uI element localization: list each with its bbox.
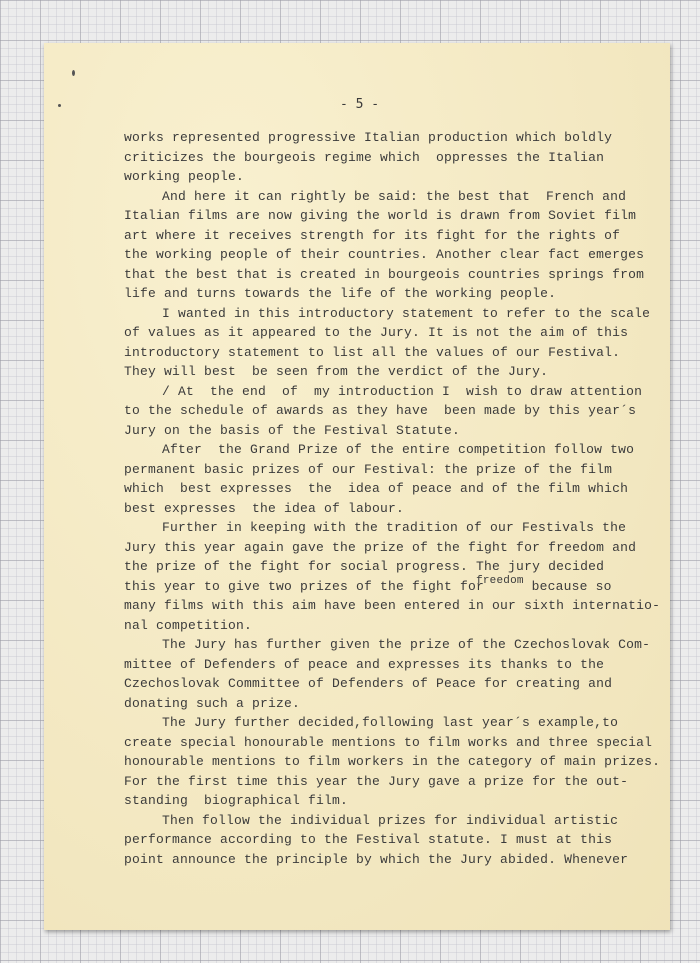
text-line: Jury this year again gave the prize of the fight for freedom and [124,539,637,555]
page-number: - 5 - [340,97,380,112]
text-line: honourable mentions to film workers in the category of main prizes. [124,754,661,769]
text-line: that the best that is created in bourgeois countries springs from [124,266,645,282]
text-line: many films with this aim have been entered in our sixth internatio- [124,598,661,613]
text-line: After the Grand Prize of the entire competition follow two [162,442,635,457]
text-line: point announce the principle by which the Jury abided. Whenever [124,851,629,867]
ink-speck [58,104,61,107]
text-line: Further in keeping with the tradition of our Festivals the [162,520,627,535]
text-line: nal competition. [124,617,253,633]
text-line: permanent basic prizes of our Festival: the prize of the film [124,461,613,477]
text-line: best expresses the idea of labour. [124,500,405,516]
text-line: Then follow the individual prizes for individual artistic [162,812,619,828]
text-line: For the first time this year the Jury gave a prize for the out- [124,773,629,789]
text-line: Czechoslovak Committee of Defenders of Peace for creating and [124,676,613,691]
text-line: And here it can rightly be said: the best that French and [162,188,627,204]
text-line: life and turns towards the life of the working people. [124,286,557,301]
text-line: working people. [124,169,245,184]
handwritten-insertion: freedom [476,574,524,587]
text-line: The Jury further decided,following last year´s example,to [162,715,619,730]
text-line: / At the end of my introduction I wish to draw attention [162,383,643,399]
text-line: performance according to the Festival statute. I must at this [124,832,613,847]
text-line: I wanted in this introductory statement to refer to the scale [162,305,651,321]
text-line: the prize of the fight for social progress. The jury decided [124,559,605,574]
text-line: The Jury has further given the prize of the Czechoslovak Com- [162,637,651,652]
text-line: this year to give two prizes of the fight for$^{freedom}$ because so [124,574,612,594]
text-line: create special honourable mentions to film works and three special [124,734,653,750]
text-line: works represented progressive Italian production which boldly [124,130,613,145]
text-line: standing biographical film. [124,793,349,808]
text-line: to the schedule of awards as they have been made by this year´s [124,403,637,418]
text-line: Jury on the basis of the Festival Statute. [124,422,461,438]
text-line: of values as it appeared to the Jury. It is not the aim of this [124,325,629,340]
typewritten-body [124,128,661,869]
ink-speck [72,70,75,76]
text-line: the working people of their countries. Another clear fact emerges [124,247,645,262]
text-line: criticizes the bourgeois regime which oppresses the Italian [124,149,605,165]
text-line: They will best be seen from the verdict of the Jury. [124,364,549,379]
text-line: art where it receives strength for its fight for the rights of [124,227,621,243]
text-line: donating such a prize. [124,695,301,711]
text-line: introductory statement to list all the values of our Festival. [124,344,621,360]
text-line: which best expresses the idea of peace and of the film which [124,481,629,496]
text-line: Italian films are now giving the world is drawn from Soviet film [124,208,637,223]
text-line: mittee of Defenders of peace and expresses its thanks to the [124,656,605,672]
